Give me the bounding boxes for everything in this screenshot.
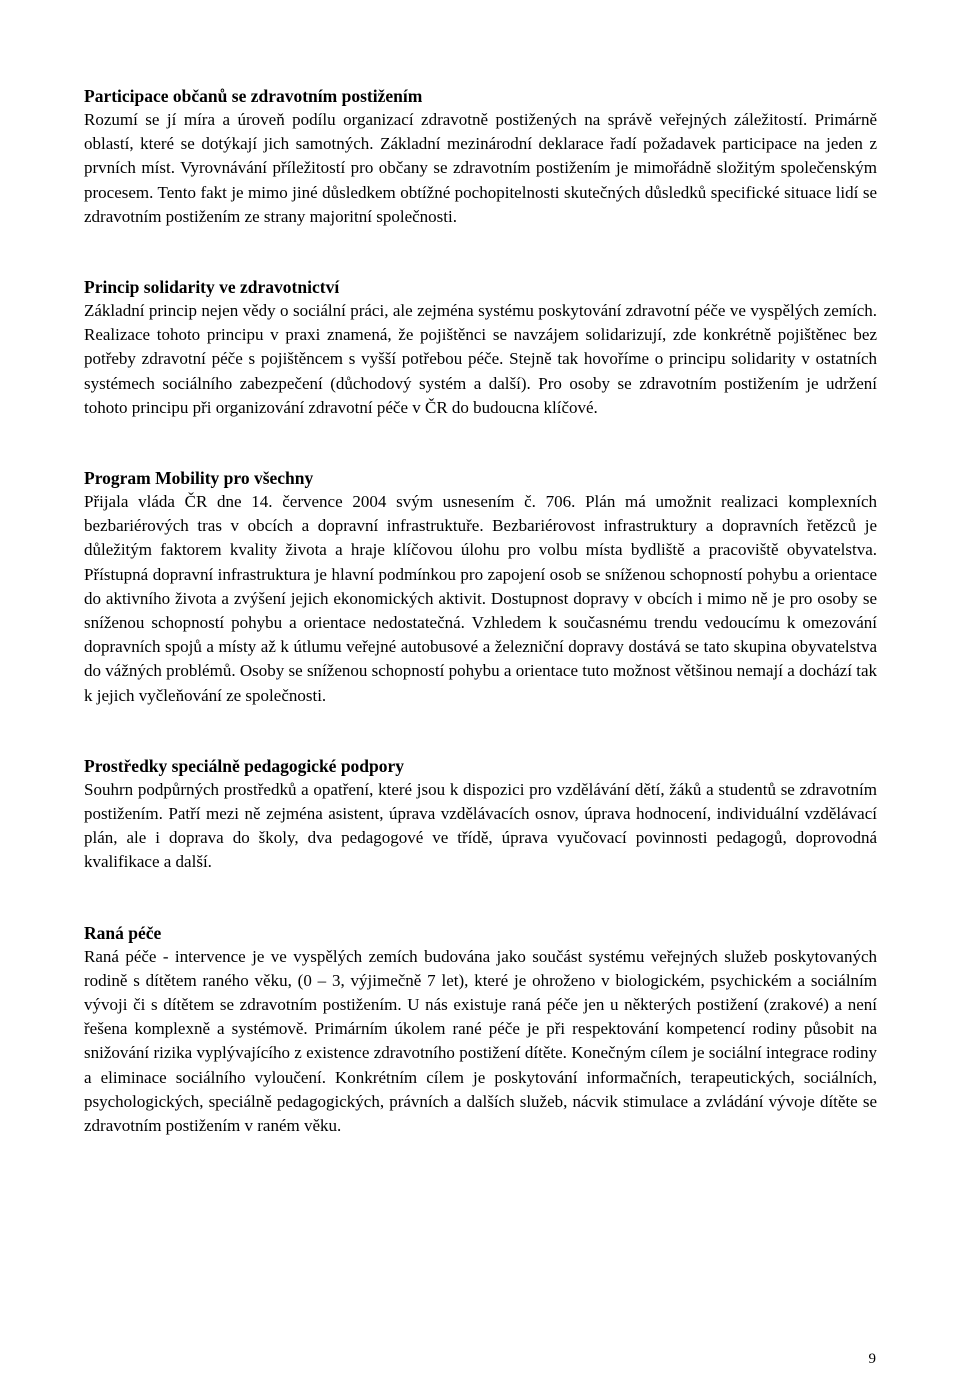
- section-heading: Princip solidarity ve zdravotnictví: [84, 277, 340, 298]
- section-princip-solidarity: [84, 275, 877, 420]
- section-body: Přijala vláda ČR dne 14. července 2004 svým usnesením č. 706. Plán má umožnit realizaci komplexních bezbariérových tras v obcích a dopravní infrastruktuře. Bezbariérovost infrastruktury a dopravních řetězců je důležitým faktorem kvality života a hraje klíčovou úlohu pro volbu místa bydliště a pracoviště obyvatelstva. Přístupná dopravní infrastruktura je hlavní podmínkou pro zapojení osob se sníženou schopností pohybu a orientace do aktivního života a zvýšení jejich ekonomických aktivit. Dostupnost dopravy v obcích i mimo ně je pro osoby se sníženou schopností pohybu a orientace nedostatečná. Vzhledem k současnému trendu vedoucímu k omezování dopravních spojů a místy až k útlumu veřejné autobusové a železniční dopravy dostává se tato skupina obyvatelstva do vážných problémů. Osoby se sníženou schopností pohybu a orientace tuto možnost většinou nemají a dochází tak k jejich vyčleňování ze společnosti.: [84, 492, 877, 705]
- section-prostredky-podpory: [84, 754, 877, 875]
- section-heading: Program Mobility pro všechny: [84, 468, 314, 489]
- section-program-mobility: [84, 466, 877, 708]
- section-body: Základní princip nejen vědy o sociální práci, ale zejména systému poskytování zdravotní péče ve vyspělých zemích. Realizace tohoto principu v praxi znamená, že pojištěnci se navzájem solidarizují, zde konkrétně pojištěnec bez potřeby zdravotní péče s pojištěncem s vyšší potřebou péče. Stejně tak hovoříme o principu solidarity v ostatních systémech sociálního zabezpečení (důchodový systém a další). Pro osoby se zdravotním postižením je udržení tohoto principu při organizování zdravotní péče v ČR do budoucna klíčové.: [84, 301, 877, 417]
- section-heading: Raná péče: [84, 922, 162, 943]
- page-number: 9: [868, 1351, 876, 1367]
- section-heading: Participace občanů se zdravotním postižením: [84, 86, 423, 106]
- document-page: [84, 84, 877, 1184]
- section-body: Souhrn podpůrných prostředků a opatření, které jsou k dispozici pro vzdělávání dětí, žáků a studentů se zdravotním postižením. Patří mezi ně zejména asistent, úprava vzdělávacích osnov, úprava hodnocení, individuální vzdělávací plán, ale i doprava do školy, dva pedagogové ve třídě, úprava vyučovací povinnosti pedagogů, doprovodná kvalifikace a další.: [84, 779, 877, 872]
- section-body: Rozumí se jí míra a úroveň podílu organizací zdravotně postižených na správě veřejných záležitostí. Primárně oblastí, které se dotýkají jich samotných. Základní mezinárodní deklarace řadí požadavek participace na jeden z prvních míst. Vyrovnávání příležitostí pro občany se zdravotním postižením je mimořádně složitým společenským procesem. Tento fakt je mimo jiné důsledkem obtížné pochopitelnosti skutečných důsledků specifické situace lidí se zdravotním postižením ze strany majoritní společnosti.: [84, 110, 877, 226]
- section-heading: Prostředky speciálně pedagogické podpory: [84, 755, 405, 776]
- section-participace: [84, 84, 877, 229]
- section-rana-pece: [84, 921, 877, 1139]
- section-body: Raná péče - intervence je ve vyspělých zemích budována jako součást systému veřejných služeb poskytovaných rodině s dítětem raného věku, (0 – 3, výjimečně 7 let), které je ohroženo v biologickém, psychickém a sociálním vývoji či s dítětem se zdravotním postižením. U nás existuje raná péče jen u některých postižení (zrakové) a není řešena komplexně a systémově. Primárním úkolem rané péče je při respektování kompetencí rodiny působit na snižování rizika vyplývajícího z existence zdravotního postižení dítěte. Konečným cílem je sociální integrace rodiny a eliminace sociálního vyloučení. Konkrétním cílem je poskytování informačních, terapeutických, sociálních, psychologických, speciálně pedagogických, právních a dalších služeb, nácvik stimulace a zvládání vývoje dítěte se zdravotním postižením v raném věku.: [84, 946, 877, 1136]
